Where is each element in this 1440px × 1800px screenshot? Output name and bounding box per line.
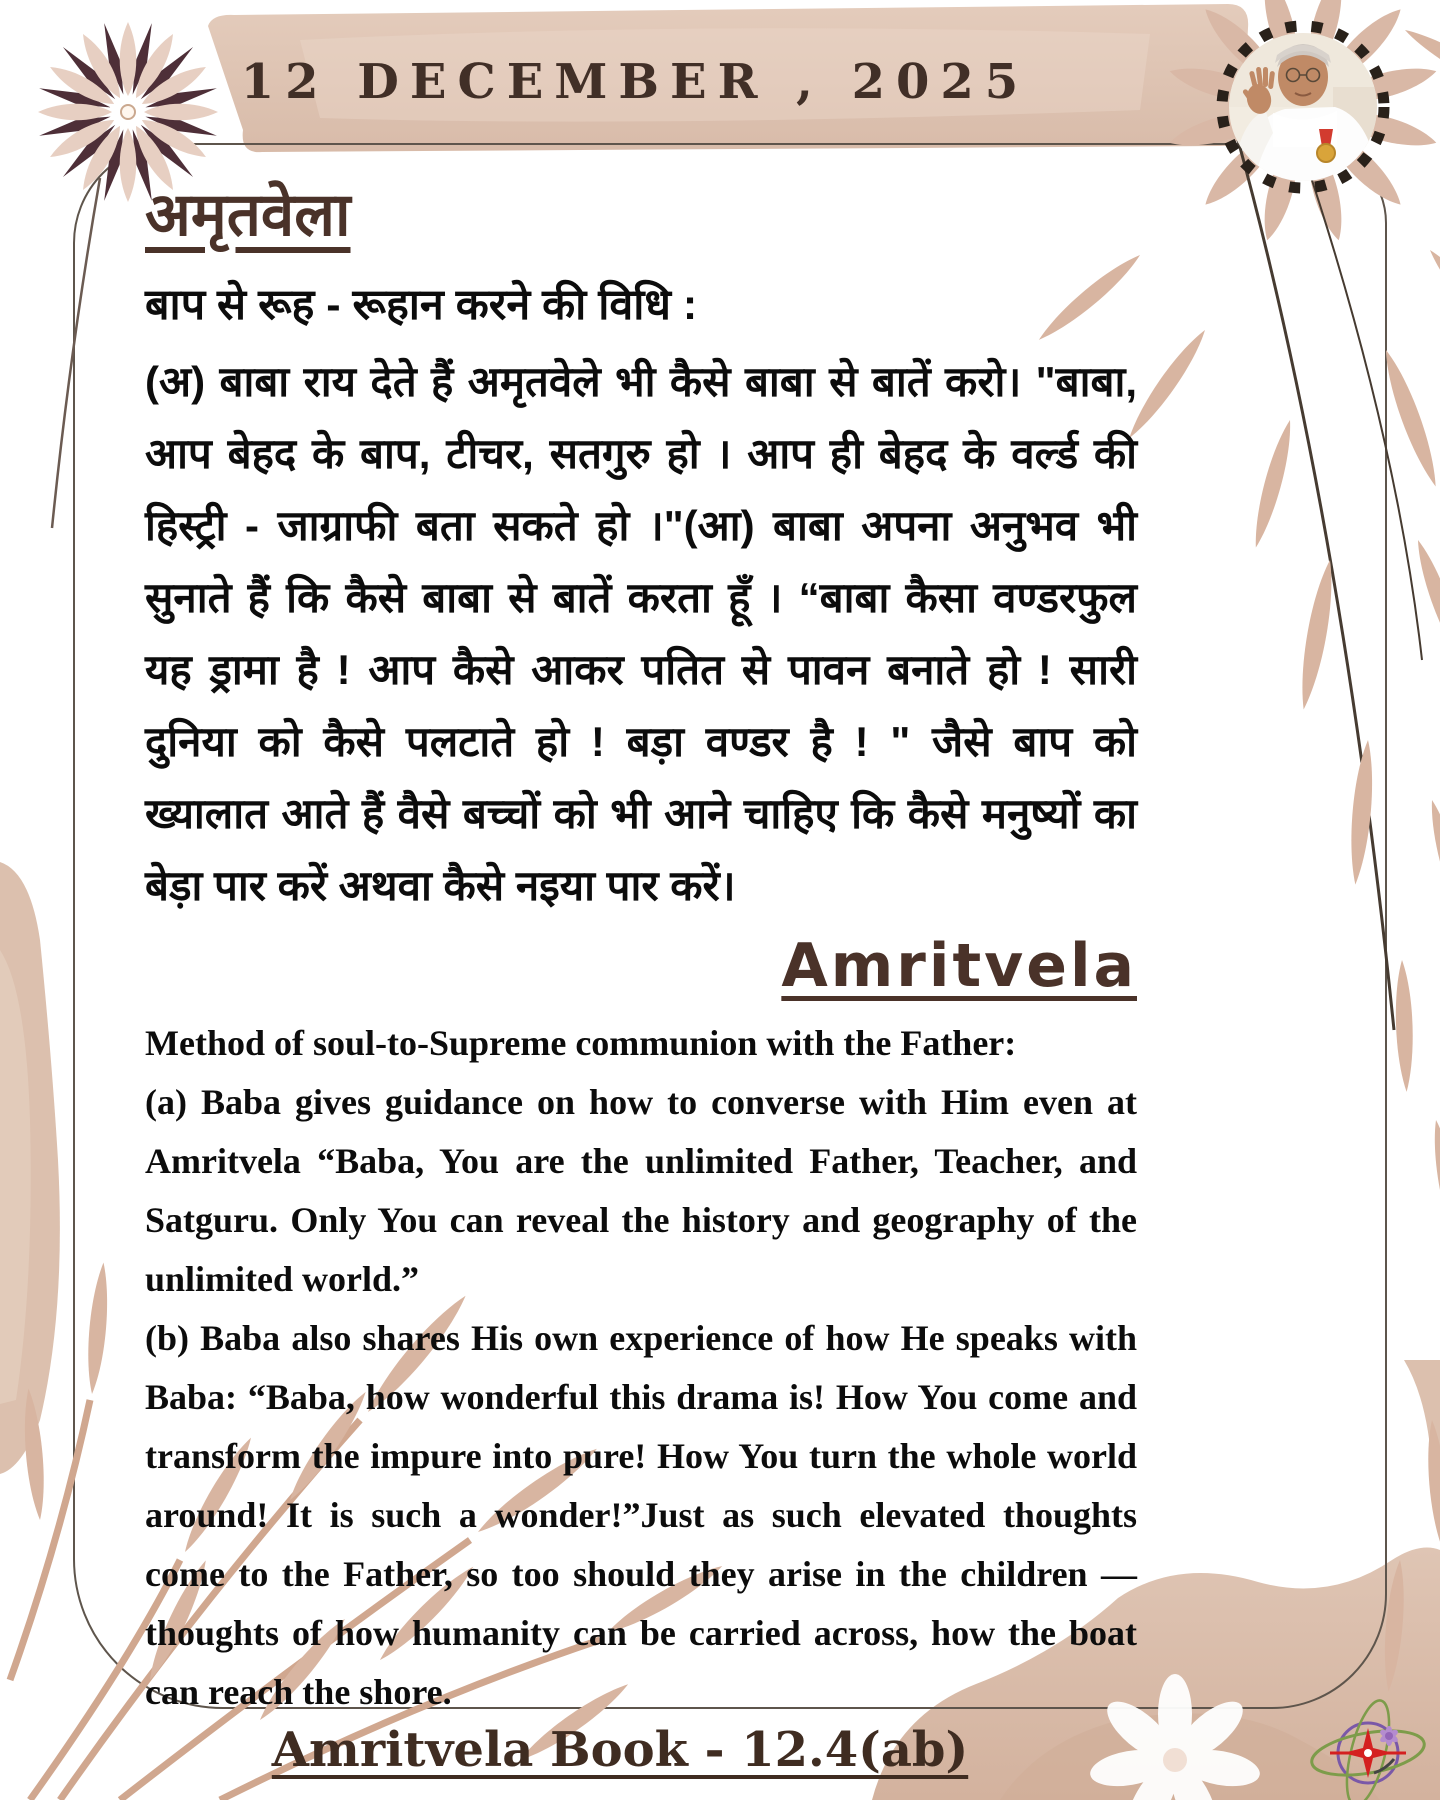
flower-icon — [38, 22, 219, 203]
hindi-subtitle: बाप से रूह - रूहान करने की विधि : — [145, 281, 698, 329]
hindi-title: अमृतवेला — [145, 181, 351, 248]
publisher-logo-icon — [1308, 1696, 1427, 1800]
english-paragraph-a: (a) Baba gives guidance on how to converse with Him even at Amritvela “Baba, You are the unlimited Father, Teacher, and Satguru. Only You can reveal the history and geography of the unlimited world.” — [145, 1082, 1137, 1299]
portrait-photo — [1213, 15, 1393, 199]
main-content — [145, 180, 1137, 1722]
footer-reference — [120, 1722, 1120, 1778]
hindi-paragraph: (अ) बाबा राय देते हैं अमृतवेले भी कैसे बाबा से बातें करो। "बाबा, आप बेहद के बाप, टीचर, सतगुरु हो । आप ही बेहद के वर्ल्ड की हिस्ट्री - जाग्राफी बता सकते हो ।"(आ) बाबा अपना अनुभव भी सुनाते हैं कि कैसे बाबा से बातें करता हूँ । “बाबा कैसा वण्डरफुल यह ड्रामा है ! आप कैसे आकर पतित से पावन बनाते हो ! सारी दुनिया को कैसे पलटाते हो ! बड़ा वण्डर है ! " जैसे बाप को ख्यालात आते हैं वैसे बच्चों को भी आने चाहिए कि कैसे मनुष्यों का बेड़ा पार करें अथवा कैसे नइया पार करें। — [145, 358, 1137, 909]
footer-reference-text: Amritvela Book - 12.4(ab) — [271, 1722, 969, 1778]
english-lead: Method of soul-to-Supreme communion with the Father: — [145, 1023, 1017, 1063]
flower-stem — [52, 178, 100, 528]
english-paragraph-b: (b) Baba also shares His own experience of how He speaks with Baba: “Baba, how wonderful this drama is! How You come and transform the impure into pure! How You turn the whole world around! It is such a wonder!”Just as such elevated thoughts come to the Father, so too should they arise in the children — thoughts of how humanity can be carried across, how the boat can reach the shore. — [145, 1318, 1137, 1712]
portrait-photo-graphic — [1213, 15, 1393, 199]
english-title: Amritvela — [781, 931, 1137, 1001]
date-text: 12 DECEMBER , 2025 — [240, 54, 1030, 110]
